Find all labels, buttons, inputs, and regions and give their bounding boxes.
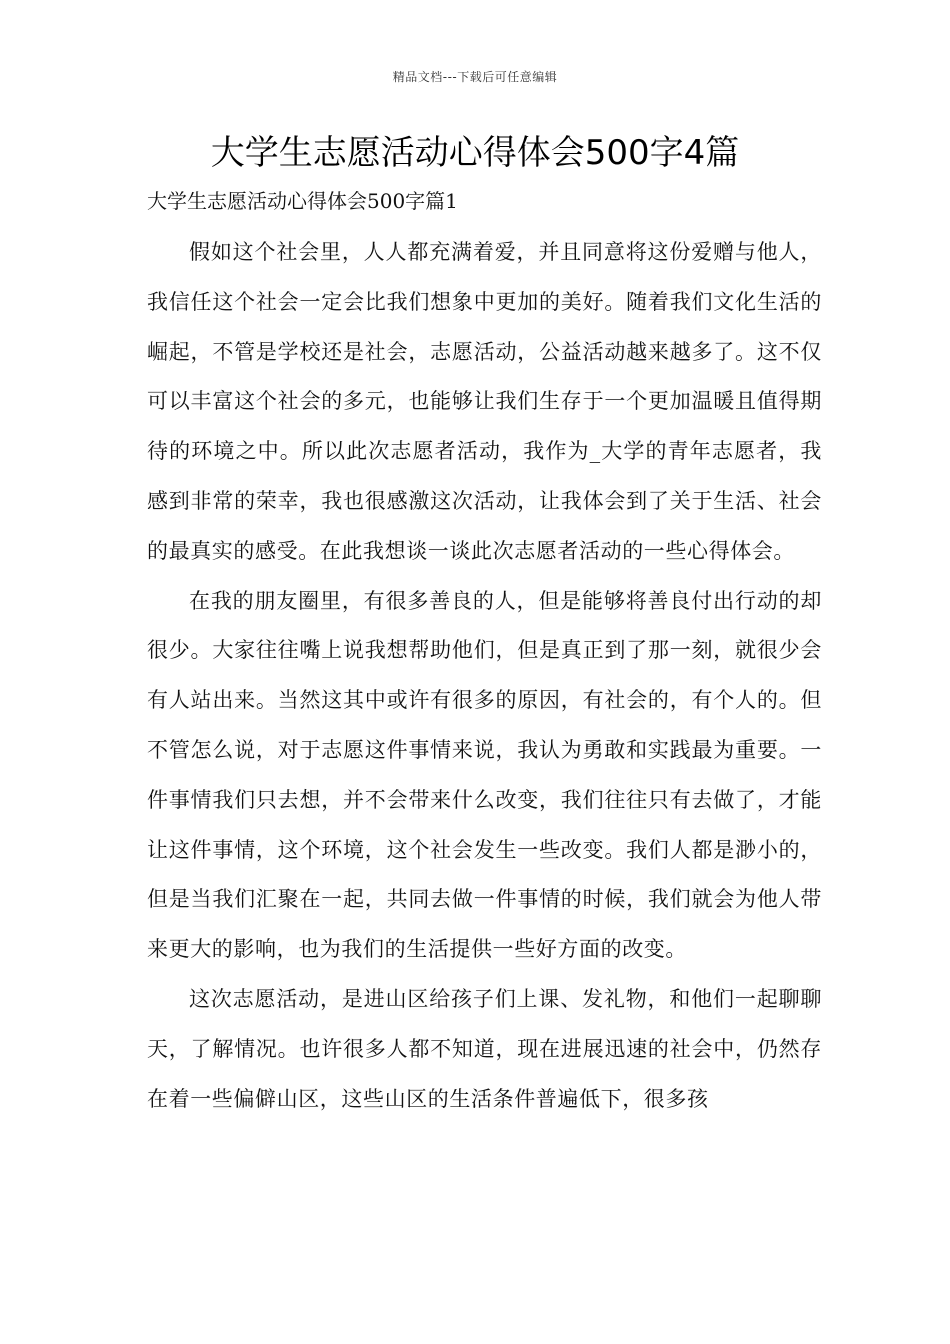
paragraph: 这次志愿活动，是进山区给孩子们上课、发礼物，和他们一起聊聊天，了解情况。也许很多人都不知道，现在进展迅速的社会中，仍然存在着一些偏僻山区，这些山区的生活条件普遍低下，很多孩 [147,986,822,1111]
paragraph: 假如这个社会里，人人都充满着爱，并且同意将这份爱赠与他人，我信任这个社会一定会比我们想象中更加的美好。随着我们文化生活的崛起，不管是学校还是社会，志愿活动，公益活动越来越多了。这不仅可以丰富这个社会的多元，也能够让我们生存于一个更加温暖且值得期待的环境之中。所以此次志愿者活动，我作为_大学的青年志愿者，我感到非常的荣幸，我也很感激这次活动，让我体会到了关于生活、社会的最真实的感受。在此我想谈一谈此次志愿者活动的一些心得体会。 [147,240,822,563]
paragraph: 在我的朋友圈里，有很多善良的人，但是能够将善良付出行动的却很少。大家往往嘴上说我想帮助他们，但是真正到了那一刻，就很少会有人站出来。当然这其中或许有很多的原因，有社会的，有个人的。但不管怎么说，对于志愿这件事情来说，我认为勇敢和实践最为重要。一件事情我们只去想，并不会带来什么改变，我们往往只有去做了，才能让这件事情，这个环境，这个社会发生一些改变。我们人都是渺小的，但是当我们汇聚在一起，共同去做一件事情的时候，我们就会为他人带来更大的影响，也为我们的生活提供一些好方面的改变。 [147,588,822,962]
document-title: 大学生志愿活动心得体会500字4篇 [210,133,740,173]
body-text [147,228,822,1124]
section-heading: 大学生志愿活动心得体会500字篇1 [147,189,458,213]
header-note: 精品文档---下载后可任意编辑 [392,70,558,84]
